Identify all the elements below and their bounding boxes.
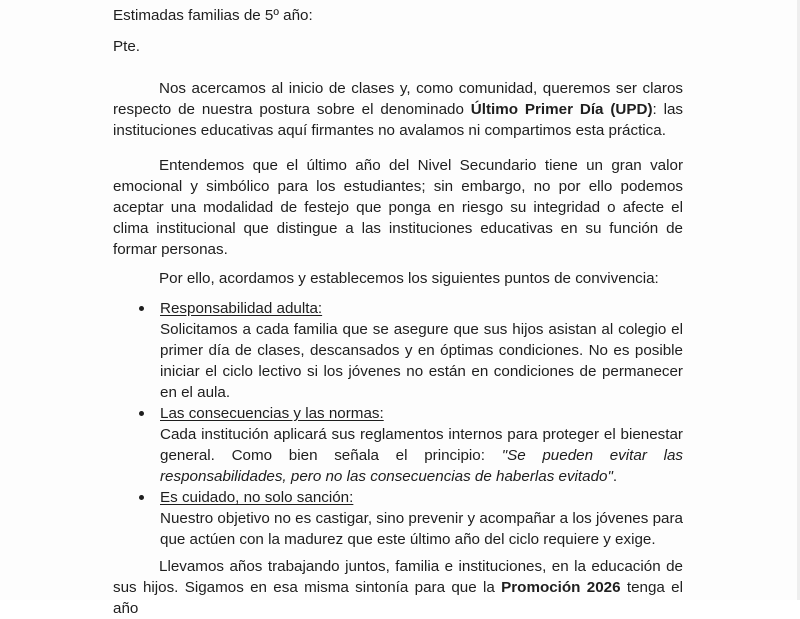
promotion-year: Promoción 2026 [501,579,621,596]
paragraph-closing-end: tenga el año [113,579,683,617]
paragraph-points-intro: Por ello, acordamos y establecemos los siguientes puntos de convivencia: [159,270,659,287]
salutation: Estimadas familias de 5º año: [113,7,313,24]
point-text: Nuestro objetivo no es castigar, sino prevenir y acompañar a los jóvenes para que actúen con la madurez que este último año del ciclo requiere y exige. [160,510,683,548]
paragraph-intro-end: : las instituciones educativas aquí firmantes no avalamos ni compartimos esta práctica. [113,101,684,139]
point-text [160,424,683,487]
paragraph-closing-text: Llevamos años trabajando juntos, familia e instituciones, en la educación de sus hijos. Sigamos en esa misma sintonía para que la [113,558,683,596]
list-item-content [160,487,683,550]
point-title: Es cuidado, no solo sanción: [160,489,354,506]
upd-term: Último Primer Día (UPD) [470,101,653,118]
paragraph-context: Entendemos que el último año del Nivel Secundario tiene un gran valor emocional y simbólico para los estudiantes; sin embargo, no por ello podemos aceptar una modalidad de festejo que ponga en riesgo su integridad o afecte el clima institucional que distingue a las instituciones educativas en su función de formar personas. [113,157,683,258]
paragraph-intro-text: Nos acercamos al inicio de clases y, como comunidad, queremos ser claros respecto de nuestra postura sobre el denominado [113,80,683,118]
bullet-icon [139,495,144,500]
paragraph-closing [113,556,683,619]
bullet-icon [139,411,144,416]
principle-quote: "Se pueden evitar las responsabilidades, pero no las consecuencias de haberlas evitado" [160,447,683,485]
list-item [113,487,683,550]
list-item [113,298,683,403]
point-text-lead: Cada institución aplicará sus reglamentos internos para proteger el bienestar general. Como bien señala el principio: [160,426,683,464]
recipient-abbreviation: Pte. [113,38,141,55]
point-text-end: . [612,468,618,485]
point-text: Solicitamos a cada familia que se asegure que sus hijos asistan al colegio el primer día de clases, descansados y en óptimas condiciones. No es posible iniciar el ciclo lectivo si los jóvenes no están en condiciones de permanecer en el aula. [160,321,683,401]
list-item-content [160,403,683,487]
bullet-icon [139,306,144,311]
list-item-content [160,298,683,403]
point-title: Responsabilidad adulta: [160,300,323,317]
point-title: Las consecuencias y las normas: [160,405,384,422]
list-item [113,403,683,487]
paragraph-intro [113,78,683,141]
